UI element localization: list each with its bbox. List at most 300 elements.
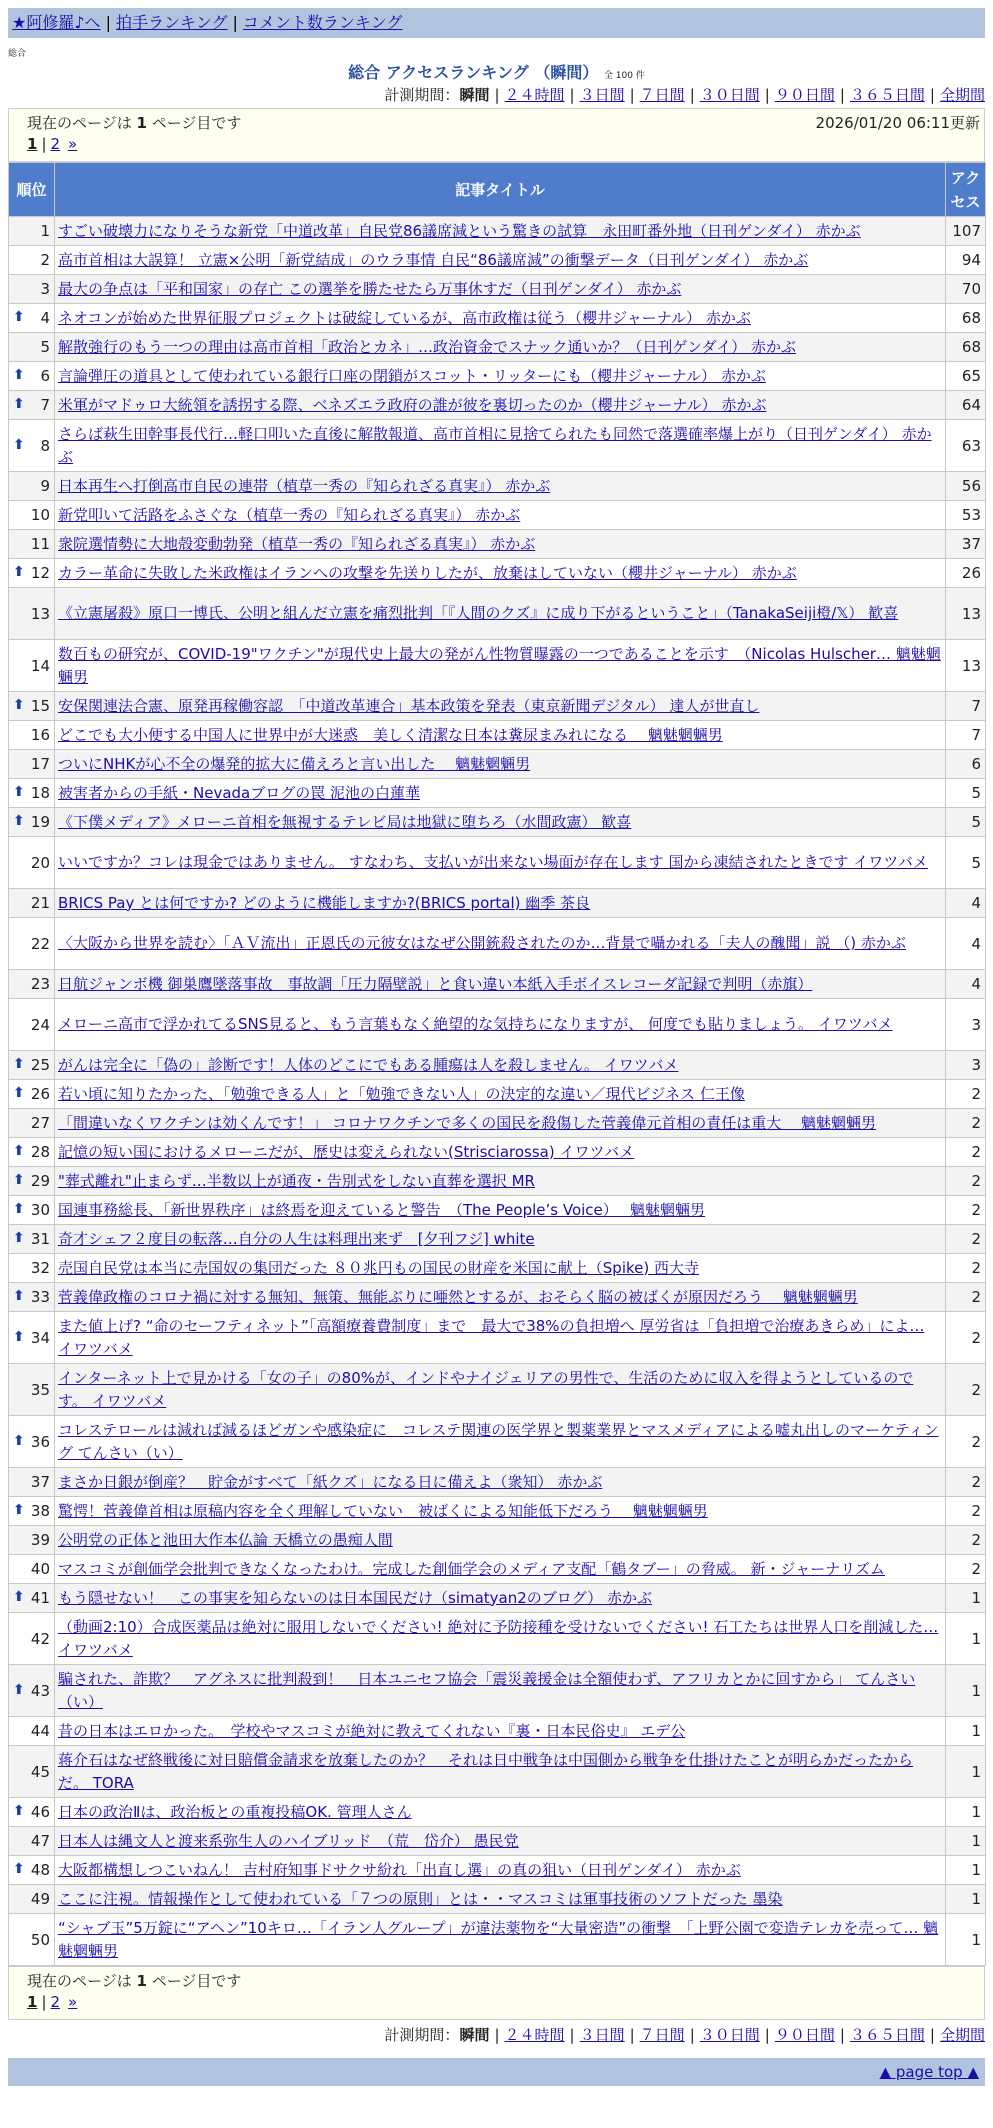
access-count: 1 (946, 1856, 986, 1885)
title-cell (55, 837, 946, 889)
period-option-link[interactable]: ３６５日間 (849, 2026, 925, 2044)
arrow-up-icon: ⬆ (13, 564, 25, 580)
rank-number: 37 (30, 1473, 50, 1491)
title-cell (55, 1225, 946, 1254)
access-count: 5 (946, 779, 986, 808)
article-title-link[interactable]: がんは完全に「偽の」診断です！人体のどこにでもある腫瘍は人を殺しません。 イワツバメ (58, 1055, 679, 1074)
rank-number: 22 (30, 934, 50, 953)
separator: | (839, 2026, 845, 2044)
title-cell (55, 808, 946, 837)
rank-cell (9, 1914, 55, 1966)
separator: | (105, 13, 111, 32)
page-title: 総合 アクセスランキング （瞬間） (348, 63, 599, 82)
table-row (9, 970, 986, 999)
rank-number: 9 (40, 477, 50, 495)
table-row (9, 692, 986, 721)
rank-cell (9, 970, 55, 999)
period-option-link[interactable]: 全期間 (939, 2026, 985, 2044)
article-title-link[interactable]: 奇才シェフ２度目の転落…自分の人生は料理出来ず [夕刊フジ] white (58, 1229, 535, 1248)
access-count: 2 (946, 1468, 986, 1497)
rank-number: 29 (30, 1172, 50, 1190)
article-title-link[interactable]: 若い頃に知りたかった、「勉強できる人」と「勉強できない人」の決定的な違い／現代ビジネス 仁王像 (58, 1084, 745, 1103)
period-option-link[interactable]: ３０日間 (699, 2026, 760, 2044)
rank-cell (9, 1364, 55, 1416)
article-title-link[interactable]: 日本の政治Ⅱは、政治板との重複投稿OK. 管理人さん (58, 1802, 412, 1821)
arrow-up-icon: ⬆ (13, 1502, 25, 1518)
period-option-link[interactable]: ７日間 (639, 2026, 685, 2044)
article-title-link[interactable]: 驚愕！菅義偉首相は原稿内容を全く理解していない 被ばくによる知能低下だろう 魑魅魍魎男 (58, 1501, 708, 1520)
rank-cell (9, 837, 55, 889)
arrow-up-icon: ⬆ (13, 396, 25, 412)
article-title-link[interactable]: 騙された、詐欺？ アグネスに批判殺到！ 日本ユニセフ協会「震災義援金は全額使わず、アフリカとかに回すから」 てんさい（い） (58, 1669, 916, 1711)
table-row (9, 1051, 986, 1080)
access-count: 56 (946, 472, 986, 501)
article-title-link[interactable]: もう隠せない！ この事実を知らないのは日本国民だけ（simatyan2のブログ） 赤かぶ (58, 1588, 653, 1607)
title-cell (55, 1717, 946, 1746)
article-title-link[interactable]: ここに注視。情報操作として使われている「７つの原則」とは・・マスコミは軍事技術のソフトだった 墨染 (58, 1889, 783, 1908)
rank-cell (9, 999, 55, 1051)
table-row (9, 1914, 986, 1966)
title-cell (55, 1080, 946, 1109)
rank-cell (9, 779, 55, 808)
title-cell (55, 472, 946, 501)
table-row (9, 530, 986, 559)
title-cell (55, 999, 946, 1051)
article-title-link[interactable]: 公明党の正体と池田大作本仏論 天橋立の愚痴人間 (58, 1530, 393, 1549)
article-title-link[interactable]: ネオコンが始めた世界征服プロジェクトは破綻しているが、高市政権は従う（櫻井ジャーナル） 赤かぶ (58, 308, 751, 327)
rank-number: 36 (30, 1432, 50, 1451)
rank-number: 46 (30, 1803, 50, 1821)
article-title-link[interactable]: 日本再生へ打倒高市自民の連帯（植草一秀の『知られざる真実』） 赤かぶ (58, 476, 551, 495)
title-cell (55, 1109, 946, 1138)
article-title-link[interactable]: インターネット上で見かける「女の子」の80%が、インドやナイジェリアの男性で、生活のために収入を得ようとしているのです。 イワツバメ (58, 1368, 914, 1410)
title-cell (55, 750, 946, 779)
article-title-link[interactable]: また値上げ? “命のセーフティネット”「高額療養費制度」まで 最大で38%の負担増へ 厚労省は「負担増で治療あきらめ」によ… イワツバメ (58, 1316, 925, 1358)
title-cell (55, 1167, 946, 1196)
access-count: 70 (946, 275, 986, 304)
rank-number: 19 (30, 813, 50, 831)
rank-number: 13 (30, 604, 50, 623)
article-title-link[interactable]: 国連事務総長、「新世界秩序」は終焉を迎えていると警告 （The People’s Voice） 魑魅魍魎男 (58, 1200, 706, 1219)
table-row (9, 472, 986, 501)
access-count: 1 (946, 1584, 986, 1613)
access-count: 1 (946, 1613, 986, 1665)
article-title-link[interactable]: 新党叩いて活路をふさぐな（植草一秀の『知られざる真実』） 赤かぶ (58, 505, 521, 524)
rank-cell (9, 246, 55, 275)
article-title-link[interactable]: 《下僕メディア》メローニ首相を無視するテレビ局は地獄に堕ちろ（水間政憲） 歓喜 (58, 812, 632, 831)
title-cell (55, 333, 946, 362)
col-rank-header: 順位 (9, 163, 55, 217)
arrow-up-icon: ⬆ (13, 436, 25, 453)
rank-number: 21 (30, 894, 50, 912)
table-row (9, 999, 986, 1051)
title-cell (55, 362, 946, 391)
rank-cell (9, 1416, 55, 1468)
rank-cell (9, 1167, 55, 1196)
rank-cell (9, 362, 55, 391)
rank-cell (9, 559, 55, 588)
title-cell (55, 1555, 946, 1584)
article-title-link[interactable]: 「間違いなくワクチンは効くんです！」 コロナワクチンで多くの国民を殺傷した菅義偉元首相の責任は重大 魑魅魍魎男 (58, 1113, 877, 1132)
access-count: 2 (946, 1283, 986, 1312)
access-count: 63 (946, 420, 986, 472)
home-link[interactable]: ★阿修羅♪へ (12, 13, 101, 32)
title-cell (55, 721, 946, 750)
period-option-link[interactable]: ２４時間 (504, 2026, 565, 2044)
rank-number: 27 (30, 1114, 50, 1132)
period-option-link[interactable]: ２４時間 (504, 86, 565, 104)
arrow-up-icon: ⬆ (13, 309, 25, 325)
article-title-link[interactable]: さらば萩生田幹事長代行…軽口叩いた直後に解散報道、高市首相に見捨てられたも同然で落選確率爆上がり（日刊ゲンダイ） 赤かぶ (58, 424, 932, 466)
rank-number: 30 (30, 1201, 50, 1219)
title-cell (55, 779, 946, 808)
title-cell (55, 1138, 946, 1167)
article-title-link[interactable]: ついにNHKが心不全の爆発的拡大に備えろと言い出した 魑魅魍魎男 (58, 754, 531, 773)
separator: | (232, 13, 238, 32)
access-count: 2 (946, 1416, 986, 1468)
access-count: 1 (946, 1885, 986, 1914)
title-cell (55, 692, 946, 721)
rank-number: 41 (30, 1589, 50, 1607)
rank-cell (9, 1584, 55, 1613)
rank-number: 1 (40, 222, 50, 240)
applause-ranking-link[interactable]: 拍手ランキング (115, 13, 228, 32)
rank-cell (9, 217, 55, 246)
access-count: 1 (946, 1665, 986, 1717)
updated-timestamp: 2026/01/20 06:11更新 (815, 114, 980, 132)
arrow-up-icon: ⬆ (13, 1230, 25, 1246)
period-selected: 瞬間 (459, 86, 490, 104)
table-row (9, 889, 986, 918)
access-count: 2 (946, 1196, 986, 1225)
period-option-link[interactable]: 全期間 (939, 86, 985, 104)
table-row (9, 420, 986, 472)
title-cell (55, 1914, 946, 1966)
rank-cell (9, 588, 55, 640)
article-title-link[interactable]: 日本人は縄文人と渡来系弥生人のハイブリッド （荒 岱介） 愚民党 (58, 1831, 519, 1850)
page-info-bottom (8, 1966, 985, 2020)
title-cell (55, 1665, 946, 1717)
table-row (9, 1254, 986, 1283)
article-title-link[interactable]: 《立憲屠殺》原口一博氏、公明と組んだ立憲を痛烈批判「『人間のクズ』に成り下がるということ」（TanakaSeiji橙/𝕏） 歓喜 (58, 604, 899, 622)
arrow-up-icon: ⬆ (13, 1201, 25, 1217)
rank-number: 49 (30, 1890, 50, 1908)
article-title-link[interactable]: "葬式離れ"止まらず…半数以上が通夜・告別式をしない直葬を選択 MR (58, 1171, 535, 1190)
rank-number: 34 (30, 1328, 50, 1347)
rank-cell (9, 1526, 55, 1555)
rank-cell (9, 472, 55, 501)
access-count: 107 (946, 217, 986, 246)
access-count: 2 (946, 1138, 986, 1167)
access-count: 2 (946, 1312, 986, 1364)
access-count: 2 (946, 1526, 986, 1555)
rank-cell (9, 420, 55, 472)
rank-number: 24 (30, 1015, 50, 1034)
rank-cell (9, 889, 55, 918)
table-row (9, 1584, 986, 1613)
article-title-link[interactable]: 高市首相は大誤算！ 立憲×公明「新党結成」のウラ事情 自民“86議席減”の衝撃データ（日刊ゲンダイ） 赤かぶ (58, 250, 809, 269)
article-title-link[interactable]: BRICS Pay とは何ですか? どのように機能しますか?(BRICS portal) 幽季 茶良 (58, 893, 591, 912)
rank-cell (9, 750, 55, 779)
period-option-link[interactable]: ９０日間 (774, 2026, 835, 2044)
article-title-link[interactable]: 言論弾圧の道具として使われている銀行口座の閉鎖がスコット・リッターにも（櫻井ジャーナル） 赤かぶ (58, 366, 766, 385)
table-row (9, 1167, 986, 1196)
period-option-link[interactable]: ３日間 (579, 2026, 625, 2044)
rank-cell (9, 1312, 55, 1364)
article-title-link[interactable]: 衆院選情勢に大地殻変動勃発（植草一秀の『知られざる真実』） 赤かぶ (58, 534, 536, 553)
article-title-link[interactable]: 大阪都構想しつこいねん！ 吉村府知事ドサクサ紛れ「出直し選」の真の狙い（日刊ゲンダイ） 赤かぶ (58, 1860, 741, 1879)
rank-number: 2 (40, 251, 50, 269)
rank-number: 40 (30, 1560, 50, 1578)
access-count: 2 (946, 1109, 986, 1138)
pager (27, 135, 77, 153)
current-page-number: 1 (136, 1972, 147, 1990)
access-count: 65 (946, 362, 986, 391)
separator: | (629, 86, 635, 104)
col-title-header: 記事タイトル (55, 163, 946, 217)
article-title-link[interactable]: 売国自民党は本当に売国奴の集団だった ８０兆円もの国民の財産を米国に献上（Spike) 西大寺 (58, 1258, 699, 1277)
title-cell (55, 588, 946, 640)
article-title-link[interactable]: いいですか？コレは現金ではありません。 すなわち、支払いが出来ない場面が存在します 国から凍結されたときです イワツバメ (58, 853, 928, 871)
title-cell (55, 1856, 946, 1885)
title-cell (55, 918, 946, 970)
article-title-link[interactable]: 記憶の短い国におけるメローニだが、歴史は変えられない(Strisciarossa) イワツバメ (58, 1142, 635, 1161)
title-cell (55, 1497, 946, 1526)
table-row (9, 1080, 986, 1109)
page-title-block (8, 60, 985, 83)
rank-number: 3 (40, 280, 50, 298)
article-title-link[interactable]: 蒋介石はなぜ終戦後に対日賠償金請求を放棄したのか？ それは日中戦争は中国側から戦争を仕掛けたことが明らかだったからだ。 TORA (58, 1750, 914, 1792)
title-cell (55, 1051, 946, 1080)
rank-cell (9, 333, 55, 362)
table-row (9, 1416, 986, 1468)
title-cell (55, 275, 946, 304)
table-row (9, 1856, 986, 1885)
article-title-link[interactable]: マスコミが創価学会批判できなくなったわけ。完成した創価学会のメディア支配「鶴タブー」の脅威。 新・ジャーナリズム (58, 1559, 885, 1578)
article-title-link[interactable]: どこでも大小便する中国人に世界中が大迷惑 美しく清潔な日本は糞尿まみれになる 魑魅魍魎男 (58, 725, 723, 744)
table-row (9, 333, 986, 362)
article-title-link[interactable]: 昔の日本はエロかった。 学校やマスコミが絶対に教えてくれない『裏・日本民俗史』 エデ公 (58, 1721, 686, 1740)
table-row (9, 808, 986, 837)
arrow-up-icon: ⬆ (13, 1056, 25, 1072)
arrow-up-icon: ⬆ (13, 1085, 25, 1101)
rank-cell (9, 1196, 55, 1225)
table-row (9, 1468, 986, 1497)
article-title-link[interactable]: 安保関連法合憲、原発再稼働容認 「中道改革連合」基本政策を発表（東京新聞デジタル） 達人が世直し (58, 696, 760, 715)
access-count: 68 (946, 304, 986, 333)
access-count: 4 (946, 970, 986, 999)
period-option-link[interactable]: ３６５日間 (849, 86, 925, 104)
title-cell (55, 217, 946, 246)
title-cell (55, 1613, 946, 1665)
period-label: 計測期間： (384, 2026, 460, 2044)
rank-number: 10 (30, 506, 50, 524)
table-row (9, 721, 986, 750)
rank-cell (9, 918, 55, 970)
separator: | (494, 2026, 500, 2044)
rank-cell (9, 1555, 55, 1584)
pager-next-link[interactable]: » (68, 135, 78, 153)
title-cell (55, 1196, 946, 1225)
pager-next-link[interactable]: » (68, 1993, 78, 2011)
rank-cell (9, 1051, 55, 1080)
article-title-link[interactable]: コレステロールは減れば減るほどガンや感染症に コレステ関連の医学界と製薬業界とマスメディアによる嘘丸出しのマーケティング てんさい（い） (58, 1420, 939, 1462)
title-cell (55, 304, 946, 333)
article-title-link[interactable]: カラー革命に失敗した米政権はイランへの攻撃を先送りしたが、放棄はしていない（櫻井ジャーナル） 赤かぶ (58, 563, 797, 582)
title-cell (55, 1746, 946, 1798)
title-cell (55, 640, 946, 692)
period-option-link[interactable]: ３日間 (579, 86, 625, 104)
rank-cell (9, 1665, 55, 1717)
rank-cell (9, 1283, 55, 1312)
col-count-header: アクセス (946, 163, 986, 217)
access-count: 4 (946, 889, 986, 918)
rank-cell (9, 391, 55, 420)
rank-number: 6 (40, 367, 50, 385)
separator: | (494, 86, 500, 104)
rank-number: 47 (30, 1832, 50, 1850)
rank-cell (9, 1109, 55, 1138)
access-count: 3 (946, 1051, 986, 1080)
rank-cell (9, 530, 55, 559)
separator: | (764, 86, 770, 104)
rank-number: 50 (30, 1930, 50, 1949)
rank-cell (9, 721, 55, 750)
table-row (9, 391, 986, 420)
pager-page-link[interactable]: 2 (50, 135, 61, 153)
pager-page-link[interactable]: 2 (50, 1993, 61, 2011)
arrow-up-icon: ⬆ (13, 1589, 25, 1605)
article-title-link[interactable]: メローニ高市で浮かれてるSNS見ると、もう言葉もなく絶望的な気持ちになりますが、 何度でも貼りましょう。 イワツバメ (58, 1015, 893, 1033)
access-count: 2 (946, 1167, 986, 1196)
article-title-link[interactable]: 解散強行のもう一つの理由は高市首相「政治とカネ」…政治資金でスナック通いか？（日刊ゲンダイ） 赤かぶ (58, 337, 796, 356)
table-row (9, 1746, 986, 1798)
ranking-table (8, 162, 986, 1966)
arrow-up-icon: ⬆ (13, 1143, 25, 1159)
current-page-number: 1 (136, 114, 147, 132)
rank-number: 15 (30, 697, 50, 715)
separator: | (629, 2026, 635, 2044)
rank-number: 33 (30, 1288, 50, 1306)
table-row (9, 1109, 986, 1138)
arrow-up-icon: ⬆ (13, 813, 25, 829)
rank-cell (9, 1717, 55, 1746)
separator: | (929, 2026, 935, 2044)
period-option-link[interactable]: ７日間 (639, 86, 685, 104)
rank-cell (9, 808, 55, 837)
title-cell (55, 889, 946, 918)
access-count: 3 (946, 999, 986, 1051)
table-row (9, 304, 986, 333)
access-count: 53 (946, 501, 986, 530)
table-row (9, 640, 986, 692)
access-count: 68 (946, 333, 986, 362)
rank-cell (9, 1856, 55, 1885)
article-title-link[interactable]: 〈大阪から世界を読む〉「ＡＶ流出」正恩氏の元彼女はなぜ公開銃殺されたのか…背景で囁かれる「夫人の醜聞」説 （) 赤かぶ (58, 934, 906, 952)
access-count: 7 (946, 692, 986, 721)
rank-number: 17 (30, 755, 50, 773)
table-row (9, 588, 986, 640)
access-count: 64 (946, 391, 986, 420)
article-title-link[interactable]: 数百もの研究が、COVID-19"ワクチン"が現代史上最大の発がん性物質曝露の一つであることを示す （Nicolas Hulscher… 魑魅魍魎男 (58, 644, 941, 686)
article-title-link[interactable]: 最大の争点は「平和国家」の存亡 この選挙を勝たせたら万事休すだ（日刊ゲンダイ） 赤かぶ (58, 279, 682, 298)
access-count: 2 (946, 1497, 986, 1526)
rank-number: 43 (30, 1681, 50, 1700)
rank-cell (9, 501, 55, 530)
title-cell (55, 1526, 946, 1555)
access-count: 94 (946, 246, 986, 275)
rank-number: 45 (30, 1762, 50, 1781)
comment-ranking-link[interactable]: コメント数ランキング (242, 13, 403, 32)
access-count: 5 (946, 808, 986, 837)
rank-number: 38 (30, 1502, 50, 1520)
rank-number: 48 (30, 1861, 50, 1879)
period-option-link[interactable]: ９０日間 (774, 86, 835, 104)
title-cell (55, 1312, 946, 1364)
article-title-link[interactable]: 日航ジャンボ機 御巣鷹墜落事故 事故調「圧力隔壁説」と食い違い本紙入手ボイスレコーダ記録で判明（赤旗） (58, 974, 813, 993)
current-page-text: 現在のページは 1 ページ目です (27, 114, 242, 132)
title-cell (55, 1254, 946, 1283)
article-title-link[interactable]: 米軍がマドゥロ大統領を誘拐する際、ベネズエラ政府の誰が彼を裏切ったのか（櫻井ジャーナル） 赤かぶ (58, 395, 767, 414)
rank-cell (9, 1468, 55, 1497)
table-row (9, 750, 986, 779)
rank-cell (9, 1080, 55, 1109)
rank-number: 32 (30, 1259, 50, 1277)
access-count: 1 (946, 1717, 986, 1746)
article-title-link[interactable]: まさか日銀が倒産？ 貯金がすべて「紙クズ」になる日に備えよ（衆知） 赤かぶ (58, 1472, 603, 1491)
rank-cell (9, 1254, 55, 1283)
table-row (9, 559, 986, 588)
article-title-link[interactable]: すごい破壊力になりそうな新党「中道改革」自民党86議席減という驚きの試算 永田町番外地（日刊ゲンダイ） 赤かぶ (58, 221, 861, 240)
title-cell (55, 501, 946, 530)
title-cell (55, 1885, 946, 1914)
article-title-link[interactable]: 菅義偉政権のコロナ禍に対する無知、無策、無能ぶりに唖然とするが、おそらく脳の被ばくが原因だろう 魑魅魍魎男 (58, 1287, 858, 1306)
rank-number: 5 (40, 338, 50, 356)
page-info-top (8, 108, 985, 162)
period-selected: 瞬間 (459, 2026, 490, 2044)
arrow-up-icon: ⬆ (13, 1172, 25, 1188)
table-row (9, 1555, 986, 1584)
title-cell (55, 970, 946, 999)
table-row (9, 1497, 986, 1526)
rank-cell (9, 1225, 55, 1254)
total-note: 全 100 件 (603, 71, 645, 81)
access-count: 5 (946, 837, 986, 889)
access-count: 1 (946, 1798, 986, 1827)
article-title-link[interactable]: 被害者からの手紙・Nevadaブログの罠 泥池の白蓮華 (58, 783, 421, 802)
table-row (9, 1225, 986, 1254)
article-title-link[interactable]: （動画2:10）合成医薬品は絶対に服用しないでください! 絶対に予防接種を受けないでください! 石工たちは世界人口を削減した… イワツバメ (58, 1617, 939, 1659)
access-count: 13 (946, 640, 986, 692)
separator: | (569, 2026, 575, 2044)
table-row (9, 217, 986, 246)
table-row (9, 1885, 986, 1914)
current-page-text: 現在のページは 1 ページ目です (27, 1972, 242, 1990)
rank-number: 39 (30, 1531, 50, 1549)
rank-number: 12 (30, 564, 50, 582)
separator: | (569, 86, 575, 104)
table-row (9, 1717, 986, 1746)
article-title-link[interactable]: “シャブ玉”5万錠に“アヘン”10キロ…「イラン人グループ」が違法薬物を“大量密造”の衝撃 「上野公園で変造テレカを売って… 魑魅魍魎男 (58, 1918, 939, 1960)
access-count: 7 (946, 721, 986, 750)
rank-cell (9, 1138, 55, 1167)
period-option-link[interactable]: ３０日間 (699, 86, 760, 104)
rank-number: 18 (30, 784, 50, 802)
arrow-up-icon: ⬆ (13, 367, 25, 383)
table-row (9, 1526, 986, 1555)
arrow-up-icon: ⬆ (13, 1288, 25, 1304)
page-top-link[interactable]: ▲ page top ▲ (879, 2063, 979, 2081)
